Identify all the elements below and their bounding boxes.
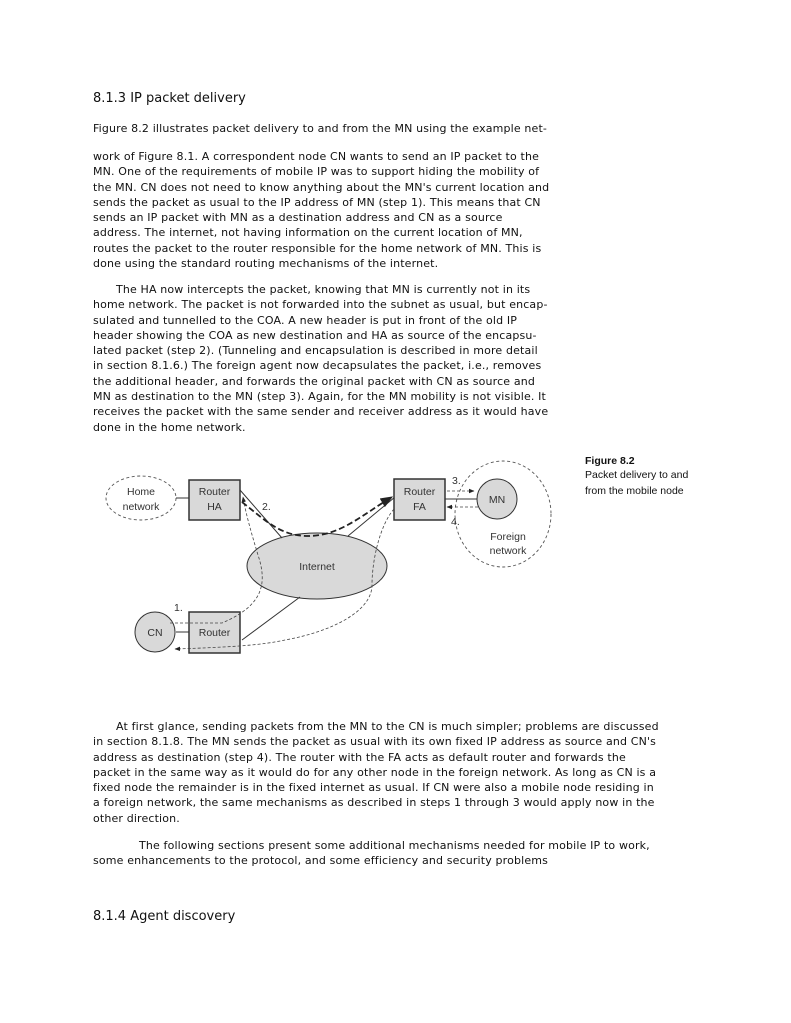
text-line: sends the packet as usual to the IP address of MN (step 1). This means that CN	[93, 195, 541, 209]
text-line: MN. One of the requirements of mobile IP was to support hiding the mobility of	[93, 165, 540, 179]
text-line: sends an IP packet with MN as a destination address and CN as a source	[93, 211, 503, 225]
text-line: work of Figure 8.1. A correspondent node CN wants to send an IP packet to the	[93, 150, 540, 163]
internet-label: Internet	[299, 561, 335, 573]
paragraph-3	[93, 719, 659, 826]
section-heading: 8.1.4 Agent discovery	[93, 909, 236, 924]
step-1-label: 1.	[174, 602, 183, 614]
text-line: some enhancements to the protocol, and some efficiency and security problems	[93, 854, 548, 868]
text-line: The HA now intercepts the packet, knowing that MN is currently not in its	[116, 283, 531, 296]
home-network-cloud	[106, 476, 176, 520]
text-line: in section 8.1.6.) The foreign agent now decapsulates the packet, i.e., removes	[93, 359, 542, 373]
intro-line: Figure 8.2 illustrates packet delivery to and from the MN using the example net-	[93, 122, 548, 135]
mn-label: MN	[488, 494, 506, 506]
text-line: the MN. CN does not need to know anything about the MN's current location and	[93, 180, 550, 194]
step-2-label: 2.	[262, 501, 271, 513]
text-line: routes the packet to the router responsible for the home network of MN. This is	[93, 241, 542, 255]
foreign-network-label: network	[489, 545, 527, 557]
paragraph-4	[93, 838, 650, 869]
router-ha-label: HA	[207, 501, 222, 513]
text-line: fixed node the remainder is in the fixed internet as usual. If CN were also a mobile node residing in	[93, 781, 654, 795]
foreign-network-label: Foreign	[490, 531, 526, 543]
home-network-label: Home	[126, 486, 156, 498]
text-line: The following sections present some additional mechanisms needed for mobile IP to work,	[139, 839, 650, 852]
text-line: other direction.	[93, 811, 180, 825]
step-4-label: 4.	[451, 516, 460, 528]
section-heading: 8.1.3 IP packet delivery	[93, 91, 246, 106]
text-line: done using the standard routing mechanisms of the internet.	[93, 257, 439, 271]
router-ha-label: Router	[198, 486, 231, 498]
figure-caption	[585, 455, 688, 499]
text-line: a foreign network, the same mechanisms as described in steps 1 through 3 would apply now in the	[93, 796, 655, 810]
caption-line: from the mobile node	[585, 484, 684, 497]
text-line: packet in the same way as it would do for any other node in the foreign network. As long as CN is a	[93, 765, 657, 779]
text-line: sulated and tunnelled to the COA. A new header is put in front of the old IP	[93, 313, 518, 327]
router-fa-label: FA	[413, 501, 426, 513]
cn-label: CN	[147, 627, 163, 639]
text-line: done in the home network.	[93, 420, 246, 434]
router-label: Router	[198, 627, 231, 639]
text-line: address as destination (step 4). The router with the FA acts as default router and forwards the	[93, 750, 626, 764]
caption-line: Packet delivery to and	[585, 469, 689, 481]
text-line: At first glance, sending packets from the MN to the CN is much simpler; problems are discussed	[116, 720, 659, 733]
text-line: MN as destination to the MN (step 3). Again, for the MN mobility is not visible. It	[93, 390, 547, 404]
home-network-label: network	[122, 501, 160, 513]
text-line: home network. The packet is not forwarded into the subnet as usual, but encap-	[93, 298, 548, 312]
text-line: in section 8.1.8. The MN sends the packet as usual with its own fixed IP address as source and CN's	[93, 735, 657, 749]
text-line: header showing the COA as new destination and HA as source of the encapsu-	[93, 328, 537, 342]
text-line: lated packet (step 2). (Tunneling and encapsulation is described in more detail	[93, 344, 538, 358]
router-fa-label: Router	[403, 486, 436, 498]
text-line: receives the packet with the same sender and receiver address as it would have	[93, 405, 549, 419]
text-line: address. The internet, not having information on the current location of MN,	[93, 226, 523, 240]
text-line: the additional header, and forwards the original packet with CN as source and	[93, 374, 535, 388]
figure-title: Figure 8.2	[585, 455, 635, 467]
step-3-label: 3.	[452, 475, 461, 487]
